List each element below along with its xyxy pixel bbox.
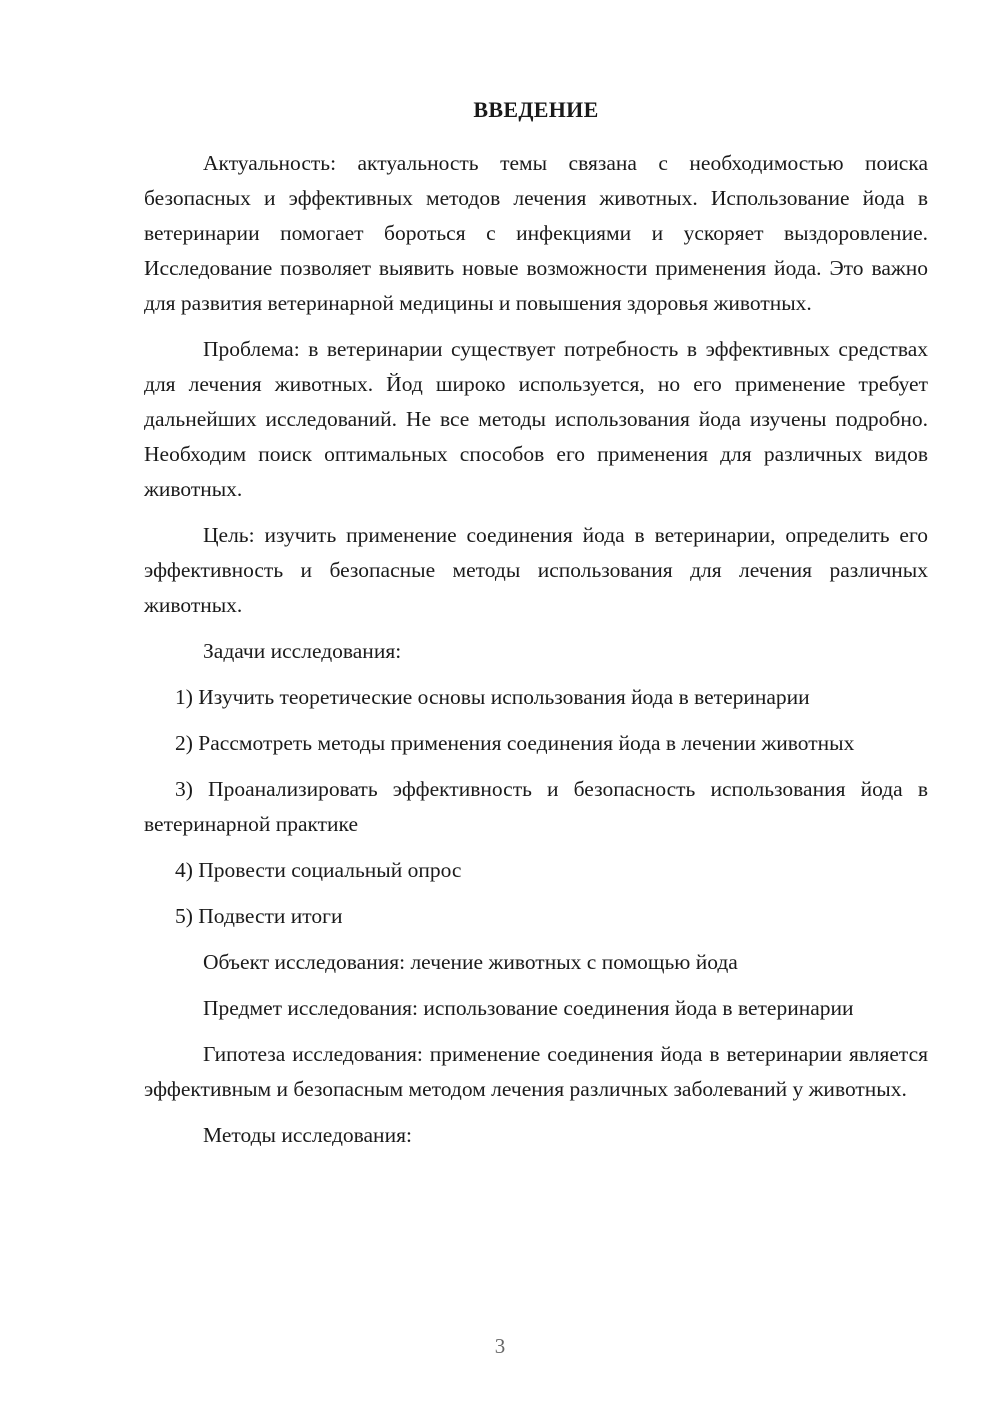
paragraph-hypothesis: Гипотеза исследования: применение соединения йода в ветеринарии является эффективным и безопасным методом лечения различных заболеваний у животных. [144,1042,928,1101]
page-number: 3 [494,1334,506,1358]
paragraph-tasks-heading: Задачи исследования: [203,639,402,663]
task-item-4: 4) Провести социальный опрос [175,858,462,882]
task-item-1: 1) Изучить теоретические основы использования йода в ветеринарии [175,685,810,709]
document-page [144,96,928,1164]
paragraph-methods: Методы исследования: [203,1123,412,1147]
document-title: ВВЕДЕНИЕ [473,97,599,122]
paragraph-goal: Цель: изучить применение соединения йода в ветеринарии, определить его эффективность и безопасные методы использования для лечения различных животных. [144,523,928,617]
paragraph-problem: Проблема: в ветеринарии существует потребность в эффективных средствах для лечения животных. Йод широко используется, но его применение требует дальнейших исследований. Не все методы использования йода изучены подробно. Необходим поиск оптимальных способов его применения для различных видов животных. [144,337,928,501]
task-item-5: 5) Подвести итоги [175,904,343,928]
paragraph-subject: Предмет исследования: использование соединения йода в ветеринарии [203,996,854,1020]
task-item-3: 3) Проанализировать эффективность и безопасность использования йода в ветеринарной практике [144,777,928,836]
task-item-2: 2) Рассмотреть методы применения соединения йода в лечении животных [175,731,855,755]
paragraph-relevance: Актуальность: актуальность темы связана с необходимостью поиска безопасных и эффективных методов лечения животных. Использование йода в ветеринарии помогает бороться с инфекциями и ускоряет выздоровление. Исследование позволяет выявить новые возможности применения йода. Это важно для развития ветеринарной медицины и повышения здоровья животных. [144,151,928,315]
paragraph-object: Объект исследования: лечение животных с помощью йода [203,950,738,974]
